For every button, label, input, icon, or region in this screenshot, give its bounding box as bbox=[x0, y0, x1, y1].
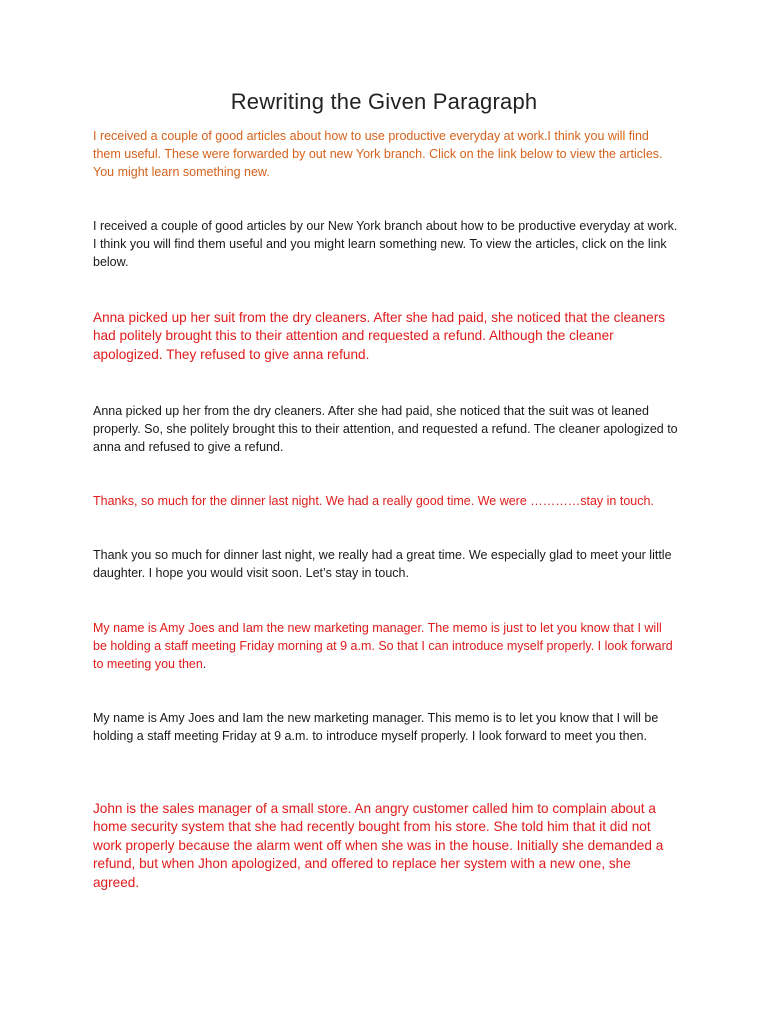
rewritten-paragraph-4: My name is Amy Joes and Iam the new marketing manager. This memo is to let you know that I will be holding a staff meeting Friday at 9 a.m. to introduce myself properly. I look forward to meet you then. bbox=[93, 711, 659, 743]
original-paragraph-5: John is the sales manager of a small store. An angry customer called him to complain about a home security system that she had recently bought from his store. She told him that it did not work properly because the alarm went off when she was in the house. Initially she demanded a refund, but when Jhon apologized, and offered to replace her system with a new one, she agreed. bbox=[93, 801, 664, 890]
original-paragraph-1: I received a couple of good articles about how to use productive everyday at work.I think you will find them useful. These were forwarded by out new York branch. Click on the link below to view the articles. You might learn something new. bbox=[93, 129, 663, 179]
rewritten-paragraph-2: Anna picked up her from the dry cleaners. After she had paid, she noticed that the suit was ot leaned properly. So, she politely brought this to their attention, and requested a refund. The cleaner apologized to anna and refused to give a refund. bbox=[93, 404, 678, 454]
rewritten-paragraph-3: Thank you so much for dinner last night, we really had a great time. We especially glad to meet your little daughter. I hope you would visit soon. Let’s stay in touch. bbox=[93, 548, 672, 580]
original-paragraph-2: Anna picked up her suit from the dry cleaners. After she had paid, she noticed that the cleaners had politely brought this to their attention and requested a refund. Although the cleaner apologized. They refused to give anna refund. bbox=[93, 310, 666, 362]
original-paragraph-3: Thanks, so much for the dinner last night. We had a really good time. We were …………stay in touch. bbox=[93, 494, 654, 508]
page-title: Rewriting the Given Paragraph bbox=[230, 89, 538, 114]
original-paragraph-4-text: My name is Amy Joes and Iam the new marketing manager. The memo is just to let you know that I will be holding a staff meeting Friday morning at 9 a.m. So that I can introduce myself properly. I look forward to meeting you then bbox=[93, 621, 673, 671]
original-paragraph-4 bbox=[93, 620, 678, 673]
rewritten-paragraph-1: I received a couple of good articles by our New York branch about how to be productive everyday at work. I think you will find them useful and you might learn something new. To view the articles, click on the link below. bbox=[93, 219, 678, 269]
original-paragraph-4-period: . bbox=[202, 656, 207, 671]
